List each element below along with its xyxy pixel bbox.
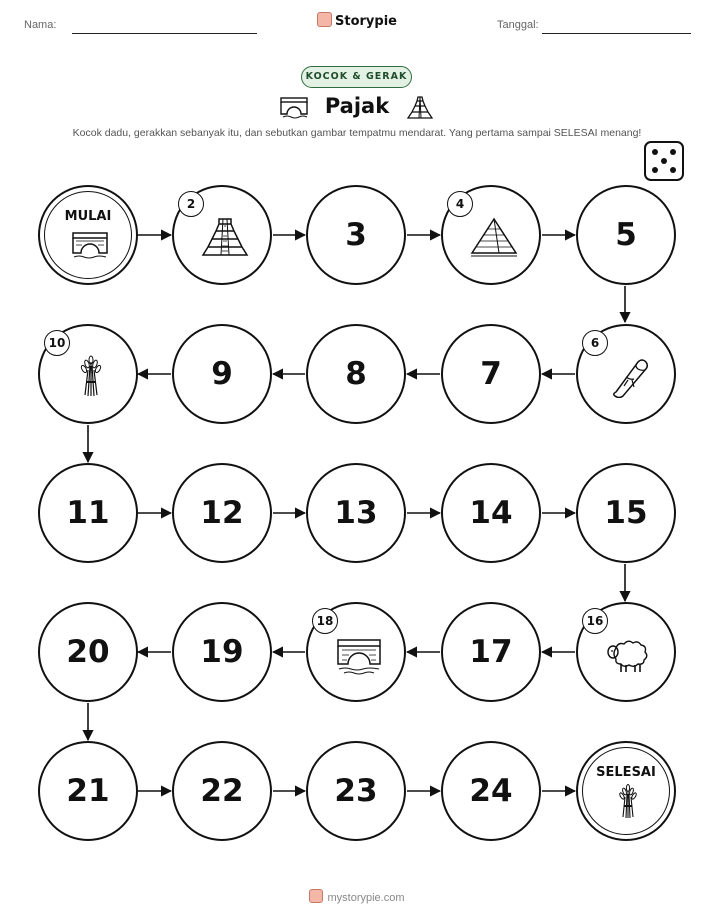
space-number: 21 xyxy=(66,773,110,809)
space-number-badge: 4 xyxy=(447,191,473,217)
finish-label: SELESAI xyxy=(596,765,656,780)
space-23 xyxy=(306,741,406,841)
space-21 xyxy=(38,741,138,841)
start-label: MULAI xyxy=(64,209,112,224)
space-number-badge: 10 xyxy=(44,330,70,356)
sheep-icon xyxy=(604,632,654,676)
storypie-logo-icon xyxy=(309,889,323,903)
space-7 xyxy=(441,324,541,424)
space-15 xyxy=(576,463,676,563)
space-8 xyxy=(306,324,406,424)
bridge-icon xyxy=(70,227,110,263)
space-14 xyxy=(441,463,541,563)
space-number: 23 xyxy=(334,773,378,809)
space-9 xyxy=(172,324,272,424)
space-number: 12 xyxy=(200,495,244,531)
footer-site[interactable]: mystorypie.com xyxy=(327,892,405,904)
space-number-badge: 6 xyxy=(582,330,608,356)
scroll-icon xyxy=(604,354,654,398)
space-22 xyxy=(172,741,272,841)
name-label: Nama: xyxy=(24,19,57,31)
space-number: 17 xyxy=(469,634,513,670)
space-number: 7 xyxy=(480,356,502,392)
space-number: 9 xyxy=(211,356,233,392)
space-4 xyxy=(441,185,541,285)
space-24 xyxy=(441,741,541,841)
space-number: 5 xyxy=(615,217,637,253)
space-11 xyxy=(38,463,138,563)
bridge-icon xyxy=(334,632,384,676)
space-number: 20 xyxy=(66,634,110,670)
space-6 xyxy=(576,324,676,424)
space-16 xyxy=(576,602,676,702)
space-20 xyxy=(38,602,138,702)
brand-name: Storypie xyxy=(335,14,397,29)
space-12 xyxy=(172,463,272,563)
space-2 xyxy=(172,185,272,285)
space-start xyxy=(38,185,138,285)
date-label: Tanggal: xyxy=(497,19,539,31)
space-number: 14 xyxy=(469,495,513,531)
space-19 xyxy=(172,602,272,702)
space-number: 11 xyxy=(66,495,110,531)
instructions: Kocok dadu, gerakkan sebanyak itu, dan sebutkan gambar tempatmu mendarat. Yang pertama sampai SELESAI menang! xyxy=(72,127,642,139)
space-number: 22 xyxy=(200,773,244,809)
space-10 xyxy=(38,324,138,424)
page-title: Pajak xyxy=(324,94,390,118)
space-number: 3 xyxy=(345,217,367,253)
space-number-badge: 16 xyxy=(582,608,608,634)
activity-tag: KOCOK & GERAK xyxy=(301,66,412,88)
space-number: 13 xyxy=(334,495,378,531)
step-pyramid-icon xyxy=(200,215,250,259)
space-finish xyxy=(576,741,676,841)
space-5 xyxy=(576,185,676,285)
footer xyxy=(0,889,714,904)
space-13 xyxy=(306,463,406,563)
pyramid-icon xyxy=(469,215,519,259)
wheat-icon xyxy=(66,354,116,398)
space-18 xyxy=(306,602,406,702)
space-number-badge: 2 xyxy=(178,191,204,217)
space-3 xyxy=(306,185,406,285)
space-17 xyxy=(441,602,541,702)
space-number: 19 xyxy=(200,634,244,670)
space-number: 24 xyxy=(469,773,513,809)
space-number: 15 xyxy=(604,495,648,531)
space-number-badge: 18 xyxy=(312,608,338,634)
space-number: 8 xyxy=(345,356,367,392)
wheat-icon xyxy=(608,783,648,819)
